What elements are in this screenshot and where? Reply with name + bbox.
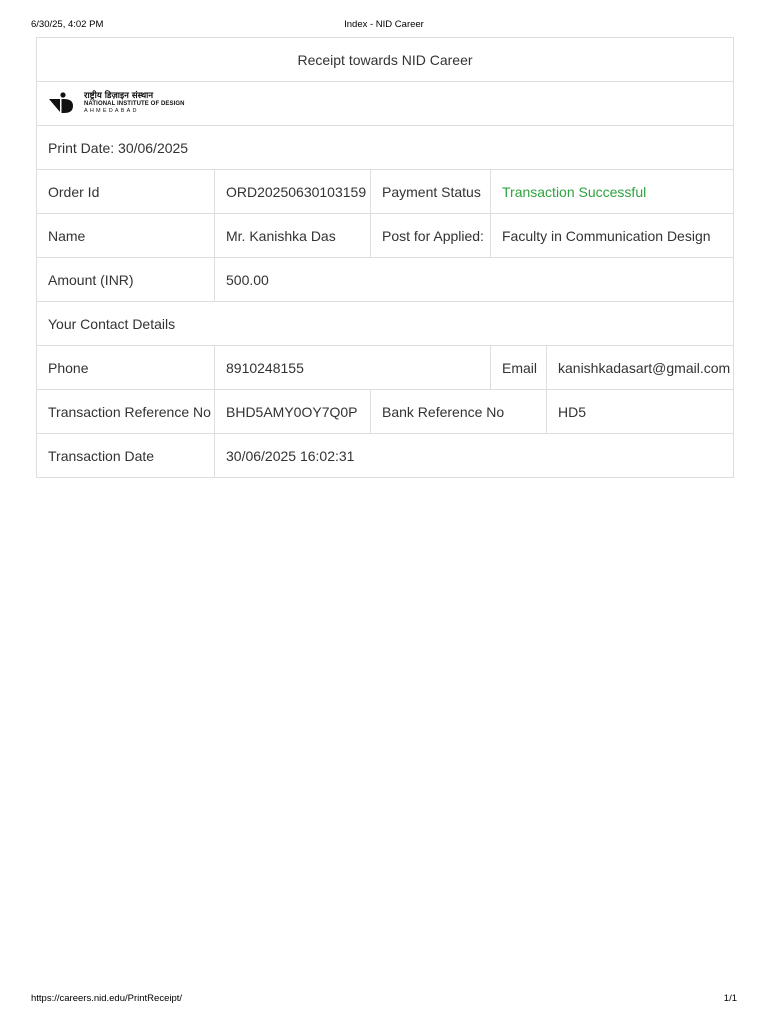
txn-ref-label: Transaction Reference No <box>37 390 215 434</box>
phone-row <box>37 346 734 390</box>
order-id-label: Order Id <box>37 170 215 214</box>
print-url: https://careers.nid.edu/PrintReceipt/ <box>31 993 183 1004</box>
name-label: Name <box>37 214 215 258</box>
txn-ref-value: BHD5AMY0OY7Q0P <box>215 390 371 434</box>
order-row <box>37 170 734 214</box>
logo-hindi-text: राष्ट्रीय डिज़ाइन संस्थान <box>84 91 154 101</box>
contact-heading: Your Contact Details <box>37 302 734 346</box>
post-value: Faculty in Communication Design <box>491 214 734 258</box>
transaction-ref-row <box>37 390 734 434</box>
post-label: Post for Applied: <box>371 214 491 258</box>
email-label: Email <box>491 346 547 390</box>
phone-value: 8910248155 <box>215 346 491 390</box>
print-page-title: Index - NID Career <box>344 19 424 30</box>
txn-date-label: Transaction Date <box>37 434 215 478</box>
amount-value: 500.00 <box>215 258 734 302</box>
bank-ref-label: Bank Reference No <box>371 390 547 434</box>
order-id-value: ORD20250630103159 <box>215 170 371 214</box>
name-row <box>37 214 734 258</box>
logo-english-text: NATIONAL INSTITUTE OF DESIGN <box>84 100 185 107</box>
nid-logo <box>48 92 722 115</box>
receipt-title-row <box>37 38 734 82</box>
email-value: kanishkadasart@gmail.com <box>547 346 734 390</box>
logo-row <box>37 82 734 126</box>
amount-row <box>37 258 734 302</box>
phone-label: Phone <box>37 346 215 390</box>
print-page-number: 1/1 <box>723 993 737 1004</box>
bank-ref-value: HD5 <box>547 390 734 434</box>
print-date: Print Date: 30/06/2025 <box>37 126 734 170</box>
print-date-row <box>37 126 734 170</box>
transaction-date-row <box>37 434 734 478</box>
receipt-table <box>36 37 734 478</box>
amount-label: Amount (INR) <box>37 258 215 302</box>
nid-logo-mark-icon <box>48 92 76 114</box>
print-datetime: 6/30/25, 4:02 PM <box>31 19 104 30</box>
receipt-title: Receipt towards NID Career <box>37 38 734 82</box>
txn-date-value: 30/06/2025 16:02:31 <box>215 434 734 478</box>
payment-status-label: Payment Status <box>371 170 491 214</box>
payment-status-value: Transaction Successful <box>491 170 734 214</box>
contact-heading-row <box>37 302 734 346</box>
logo-city-text: AHMEDABAD <box>84 108 139 115</box>
name-value: Mr. Kanishka Das <box>215 214 371 258</box>
